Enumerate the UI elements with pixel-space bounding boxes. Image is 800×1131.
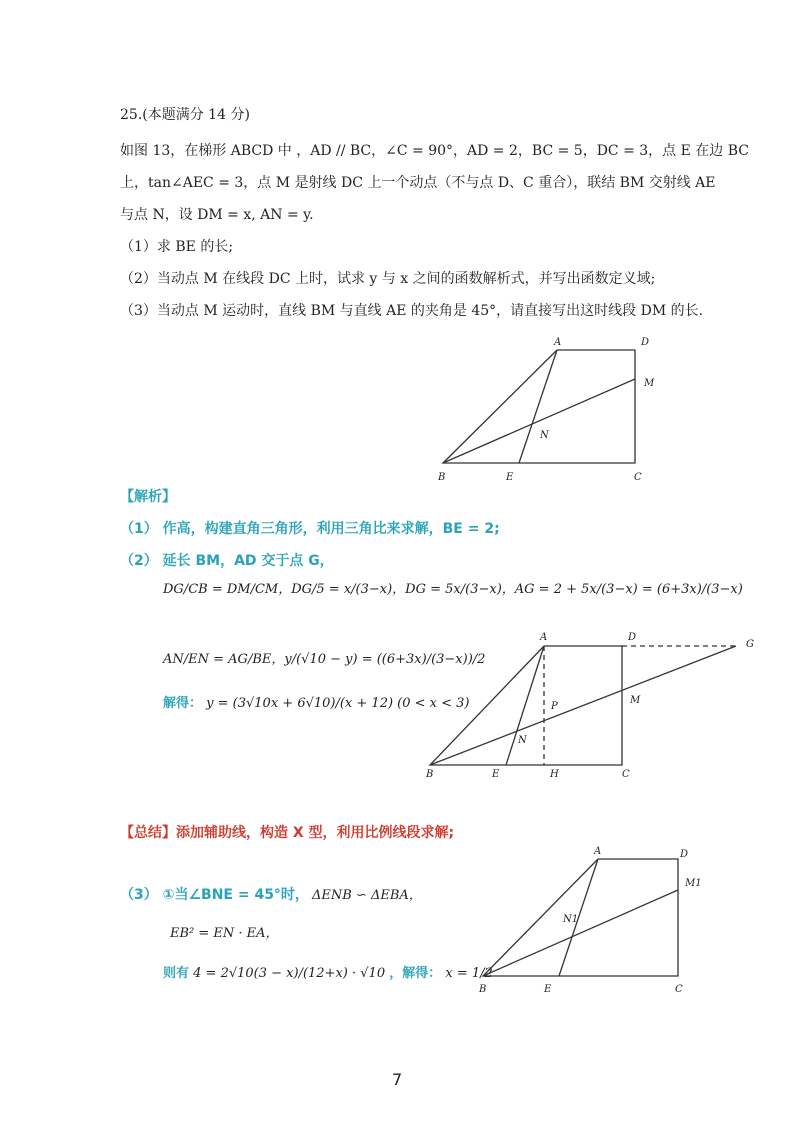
fig3-label-m1: M1 <box>685 878 702 889</box>
question-3: （3）当动点 M 运动时，直线 BM 与直线 AE 的夹角是 45°，请直接写出这时线段 DM 的长. <box>120 303 704 319</box>
analysis-equation-2: AN/EN = AG/BE，y/(√10 − y) = ((6+3x)/(3−x))/2 <box>163 652 486 667</box>
analysis-step-1: （1） 作高，构建直角三角形，利用三角比来求解，BE = 2; <box>120 521 500 537</box>
fig1-label-e: E <box>506 472 514 483</box>
fig1-label-b: B <box>438 472 446 483</box>
fig2-label-c: C <box>622 769 630 780</box>
problem-line-3: 与点 N，设 DM = x, AN = y. <box>120 207 314 223</box>
fig2-label-d: D <box>628 632 637 643</box>
part3-result: x = 1/2 <box>445 966 493 981</box>
fig2-label-n: N <box>518 735 527 746</box>
fig1-label-m: M <box>644 378 655 389</box>
fig3-label-e: E <box>544 984 552 995</box>
figure-trapezoid-1 <box>430 332 660 492</box>
problem-line-2: 上，tan∠AEC = 3，点 M 是射线 DC 上一个动点（不与点 D、C 重合），联结 BM 交射线 AE <box>120 175 716 191</box>
fig1-label-n: N <box>540 430 549 441</box>
part3-result-line <box>163 962 493 981</box>
analysis-heading: 【解析】 <box>120 489 176 505</box>
fig3-label-n1: N1 <box>563 914 579 925</box>
fig2-label-a: A <box>540 632 548 643</box>
fig3-label-b: B <box>479 984 487 995</box>
figure-trapezoid-3 <box>472 842 702 1002</box>
fig1-label-a: A <box>554 337 562 348</box>
fig1-label-d: D <box>641 337 650 348</box>
fig2-label-b: B <box>426 769 434 780</box>
part3-similarity: ΔENB ∽ ΔEBA， <box>312 888 422 903</box>
question-2: （2）当动点 M 在线段 DC 上时，试求 y 与 x 之间的函数解析式，并写出函数定义域; <box>120 271 656 287</box>
fig3-label-d: D <box>680 849 689 860</box>
fig2-label-m: M <box>630 695 641 706</box>
analysis-step-2: （2） 延长 BM，AD 交于点 G， <box>120 553 334 569</box>
problem-header: 25.(本题满分 14 分) <box>120 107 250 123</box>
analysis-solve-label: 解得： <box>163 696 203 711</box>
analysis-solve-expression: y = (3√10x + 6√10)/(x + 12) (0 < x < 3) <box>206 696 470 711</box>
fig3-label-a: A <box>594 846 602 857</box>
fig2-label-e: E <box>492 769 500 780</box>
part3-solve-label: ，解得： <box>389 966 442 981</box>
problem-line-1: 如图 13，在梯形 ABCD 中 ，AD // BC，∠C = 90°，AD = 2，BC = 5，DC = 3，点 E 在边 BC <box>120 143 750 159</box>
figure-trapezoid-2 <box>420 625 770 785</box>
fig2-label-h: H <box>550 769 559 780</box>
part3-then-label: 则有 <box>163 966 190 981</box>
part3-equation: EB² = EN · EA， <box>170 926 279 941</box>
fig2-label-g: G <box>746 639 754 650</box>
part3-expression: 4 = 2√10(3 − x)/(12+x) · √10 <box>193 966 386 981</box>
page-number: 7 <box>392 1070 403 1089</box>
fig1-label-c: C <box>634 472 642 483</box>
fig3-label-c: C <box>675 984 683 995</box>
question-1: （1）求 BE 的长; <box>120 239 234 255</box>
fig2-label-p: P <box>551 701 558 712</box>
analysis-equation-1: DG/CB = DM/CM，DG/5 = x/(3−x)，DG = 5x/(3−x)，AG = 2 + 5x/(3−x) = (6+3x)/(3−x) <box>163 582 743 597</box>
summary-text: 【总结】添加辅助线，构造 X 型，利用比例线段求解; <box>120 825 455 841</box>
part3-label: （3） ①当∠BNE = 45°时， <box>120 887 309 903</box>
